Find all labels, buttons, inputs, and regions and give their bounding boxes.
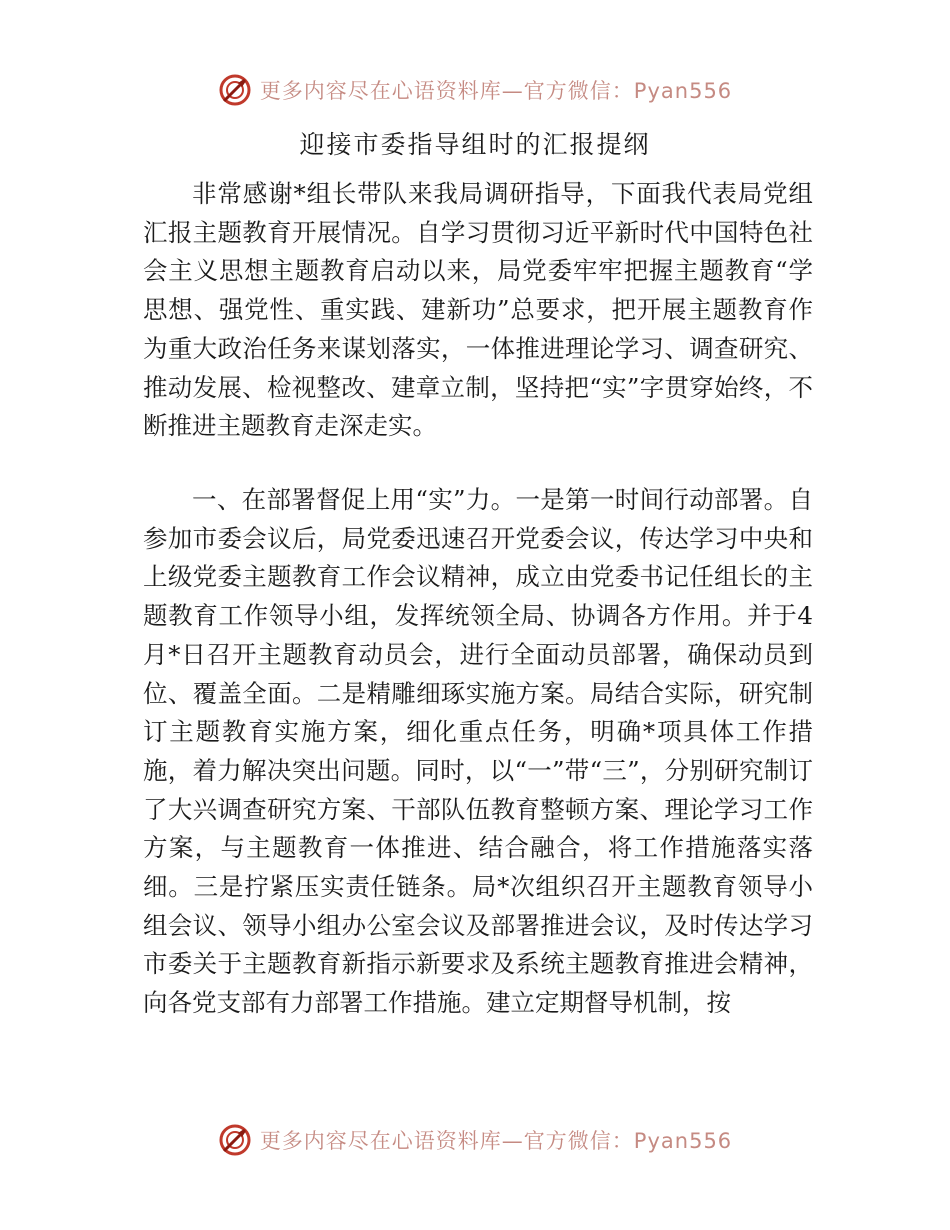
banner-text: 更多内容尽在心语资料库—官方微信：Pyan556 xyxy=(259,1129,733,1153)
body-paragraph: 一、在部署督促上用“实”力。一是第一时间行动部署。自参加市委会议后，局党委迅速召开党委会议，传达学习中央和上级党委主题教育工作会议精神，成立由党委书记任组长的主题教育工作领导小组，发挥统领全局、协调各方作用。并于4月*日召开主题教育动员会，进行全面动员部署，确保动员到位、覆盖全面。二是精雕细琢实施方案。局结合实际，研究制订主题教育实施方案，细化重点任务，明确*项具体工作措施，着力解决突出问题。同时，以“一”带“三”，分别研究制订了大兴调查研究方案、干部队伍教育整顿方案、理论学习工作方案，与主题教育一体推进、结合融合，将工作措施落实落细。三是拧紧压实责任链条。局*次组织召开主题教育领导小组会议、领导小组办公室会议及部署推进会议，及时传达学习市委关于主题教育新指示新要求及系统主题教育推进会精神，向各党支部有力部署工作措施。建立定期督导机制，按 xyxy=(143,485,813,1018)
document-title: 迎接市委指导组时的汇报提纲 xyxy=(299,130,651,159)
red-seal-logo-icon xyxy=(218,73,252,107)
body-paragraph: 非常感谢*组长带队来我局调研指导，下面我代表局党组汇报主题教育开展情况。自学习贯彻习近平新时代中国特色社会主义思想主题教育启动以来，局党委牢牢把握主题教育“学思想、强党性、重实践、建新功”总要求，把开展主题教育作为重大政治任务来谋划落实，一体推进理论学习、调查研究、推动发展、检视整改、建章立制，坚持把“实”字贯穿始终，不断推进主题教育走深走实。 xyxy=(143,179,813,441)
footer-banner xyxy=(0,1120,950,1160)
banner-text: 更多内容尽在心语资料库—官方微信：Pyan556 xyxy=(259,79,733,103)
red-seal-logo-icon xyxy=(218,1123,252,1157)
header-banner xyxy=(0,70,950,110)
